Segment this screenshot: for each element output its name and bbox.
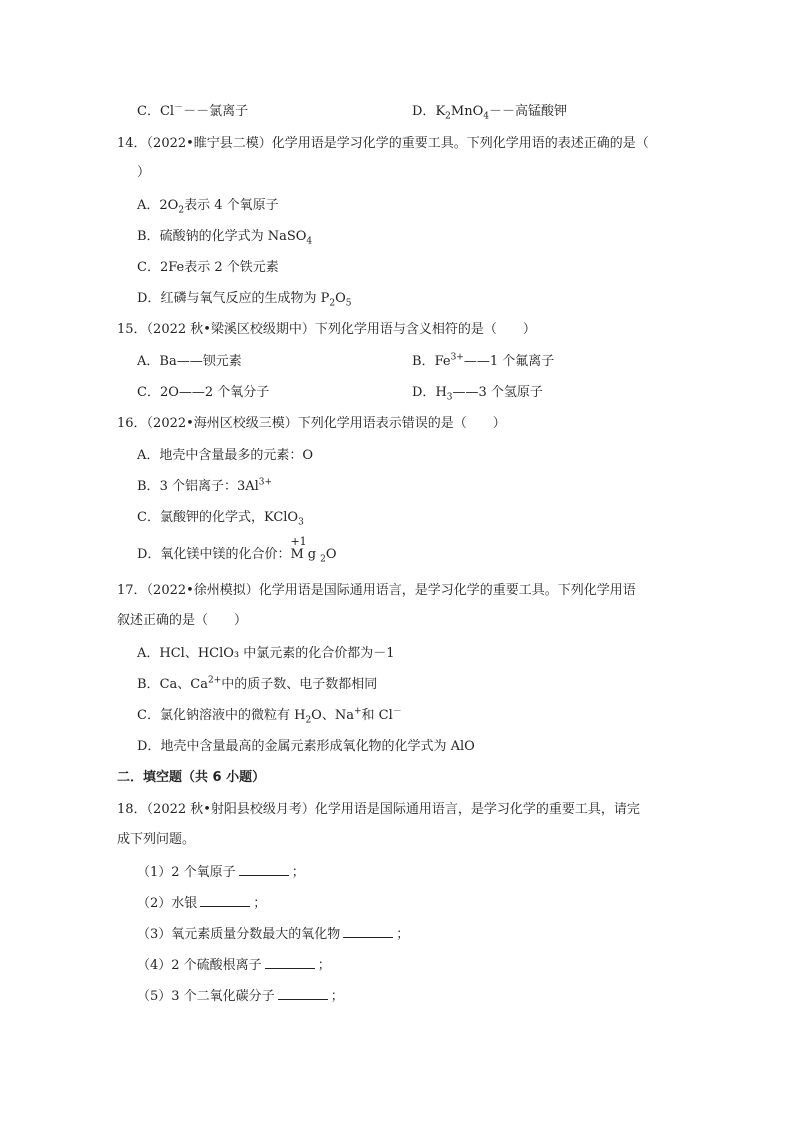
q14-option-d: D．红磷与氧气反应的生成物为 $P_2O_5$	[137, 291, 352, 309]
answer-blank[interactable]	[200, 894, 250, 907]
q18-item-4: （4）2 个硫酸根离子 ；	[137, 958, 331, 973]
answer-blank[interactable]	[265, 956, 315, 969]
q14-option-b: B．硫酸钠的化学式为 NaSO$_4$	[137, 229, 313, 247]
q18-item-1: （1）2 个氧原子 ；	[137, 865, 305, 880]
answer-blank[interactable]	[239, 863, 289, 876]
q17-option-b: B．Ca、$Ca^{2+}$中的质子数、电子数都相同	[137, 675, 378, 692]
q15-option-a: A．Ba——钡元素	[137, 354, 242, 369]
q15-stem: 15．（2022 秋•梁溪区校级期中）下列化学用语与含义相符的是（ ）	[117, 322, 536, 337]
q15-option-d: D．$H_3——3$ 个氢原子	[412, 385, 543, 403]
q13-option-c: C．Cl－－－氯离子	[137, 102, 249, 119]
answer-blank[interactable]	[343, 925, 393, 938]
q17-stem-line1: 17．（2022•徐州模拟）化学用语是国际通用语言，是学习化学的重要工具。下列化学用语	[117, 583, 636, 598]
q15-option-b: B．$Fe^{3+}——1$ 个氟离子	[412, 352, 555, 369]
q16-stem: 16．（2022•海州区校级三模）下列化学用语表示错误的是（ ）	[117, 416, 506, 431]
q16-option-a: A．地壳中含量最多的元素：O	[137, 448, 314, 463]
q17-stem-line2: 叙述正确的是（ ）	[117, 613, 248, 628]
answer-blank[interactable]	[278, 987, 328, 1000]
q17-option-c: C．氯化钠溶液中的微粒有 $H_2O$、Na+和 Cl－	[137, 706, 402, 726]
q17-option-d: D．地壳中含量最高的金属元素形成氧化物的化学式为 AlO	[137, 739, 475, 754]
q18-item-3: （3）氧元素质量分数最大的氧化物 ；	[137, 927, 410, 942]
q16-option-d: D．氧化镁中镁的化合价： +1 $Mg_2O$	[137, 535, 337, 565]
q18-stem-line1: 18．（2022 秋•射阳县校级月考）化学用语是国际通用语言，是学习化学的重要工具，请完	[117, 802, 640, 817]
q13-option-d: D．$K_2MnO_4--$高锰酸钾	[412, 104, 567, 122]
q18-stem-line2: 成下列问题。	[117, 832, 196, 847]
q17-option-a: A．HCl、HClO₃ 中氯元素的化合价都为－1	[137, 646, 395, 661]
q14-option-a: A．$2O_2$表示 4 个氧原子	[137, 198, 279, 216]
q15-option-c: C．2O——2 个氧分子	[137, 385, 270, 400]
q18-item-5: （5）3 个二氧化碳分子 ；	[137, 989, 344, 1004]
q14-option-c: C．2Fe表示 2 个铁元素	[137, 260, 279, 275]
q18-item-2: （2）水银 ；	[137, 896, 267, 911]
section-title: 二．填空题（共 6 小题）	[117, 770, 266, 785]
q14-stem-line1: 14．（2022•睢宁县二模）化学用语是学习化学的重要工具。下列化学用语的表述正确的是（	[117, 136, 649, 151]
q16-option-b: B．3 个铝离子：$3Al^{3+}$	[137, 477, 273, 494]
valence-notation: +1 Mg	[290, 535, 321, 562]
q14-stem-line2: ）	[137, 165, 151, 180]
q16-option-c: C．氯酸钾的化学式，KClO$_3$	[137, 510, 304, 528]
